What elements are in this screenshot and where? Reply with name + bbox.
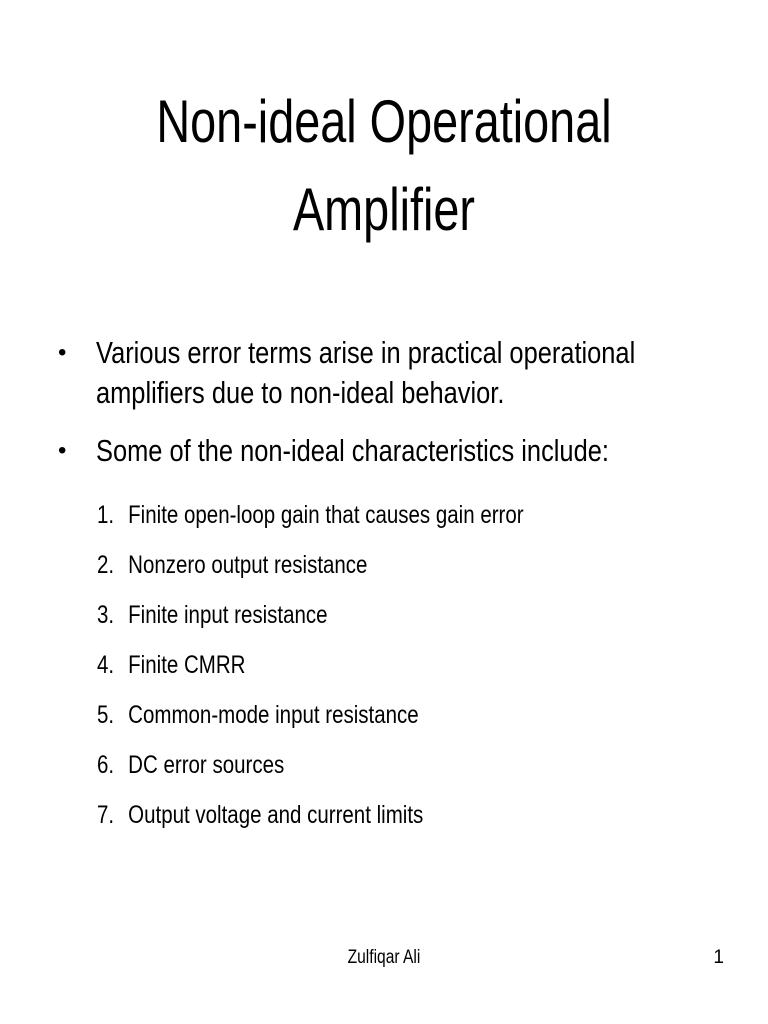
list-item-text: Finite open-loop gain that causes gain error <box>128 501 524 529</box>
list-item-number: 3. <box>97 601 115 629</box>
slide-title <box>84 78 683 254</box>
list-item-number: 2. <box>97 551 115 579</box>
list-item <box>97 646 524 696</box>
bullet-text <box>96 333 727 413</box>
bullet-marker: • <box>58 437 67 464</box>
list-item <box>97 746 524 796</box>
list-item-text: DC error sources <box>128 751 285 779</box>
bullet-item <box>58 333 758 413</box>
list-item-number: 6. <box>97 751 115 779</box>
list-item-number: 7. <box>97 801 115 829</box>
slide-title-line-1: Non-ideal Operational <box>156 88 612 155</box>
page-number: 1 <box>713 947 724 968</box>
list-item-text: Finite input resistance <box>128 601 328 629</box>
list-item <box>97 596 524 646</box>
list-item-text: Common-mode input resistance <box>128 701 419 729</box>
bullet-item <box>58 431 758 471</box>
bullet-list <box>58 333 758 489</box>
list-item-number: 4. <box>97 651 115 679</box>
characteristics-list <box>97 496 617 846</box>
bullet-text-line: amplifiers due to non-ideal behavior. <box>96 375 505 410</box>
footer-author: Zulfiqar Ali <box>347 947 421 968</box>
list-item-text: Finite CMRR <box>128 651 246 679</box>
list-item-text: Nonzero output resistance <box>128 551 368 579</box>
list-item-number: 1. <box>97 501 115 529</box>
bullet-text-line: Some of the non-ideal characteristics include: <box>96 433 609 468</box>
list-item <box>97 796 524 846</box>
bullet-text <box>96 431 727 471</box>
bullet-marker: • <box>58 339 67 366</box>
list-item <box>97 546 524 596</box>
list-item-text: Output voltage and current limits <box>128 801 424 829</box>
list-item <box>97 696 524 746</box>
list-item <box>97 496 524 546</box>
slide-title-line-2: Amplifier <box>292 176 476 243</box>
list-item-number: 5. <box>97 701 115 729</box>
bullet-text-line: Various error terms arise in practical operational <box>96 335 636 370</box>
